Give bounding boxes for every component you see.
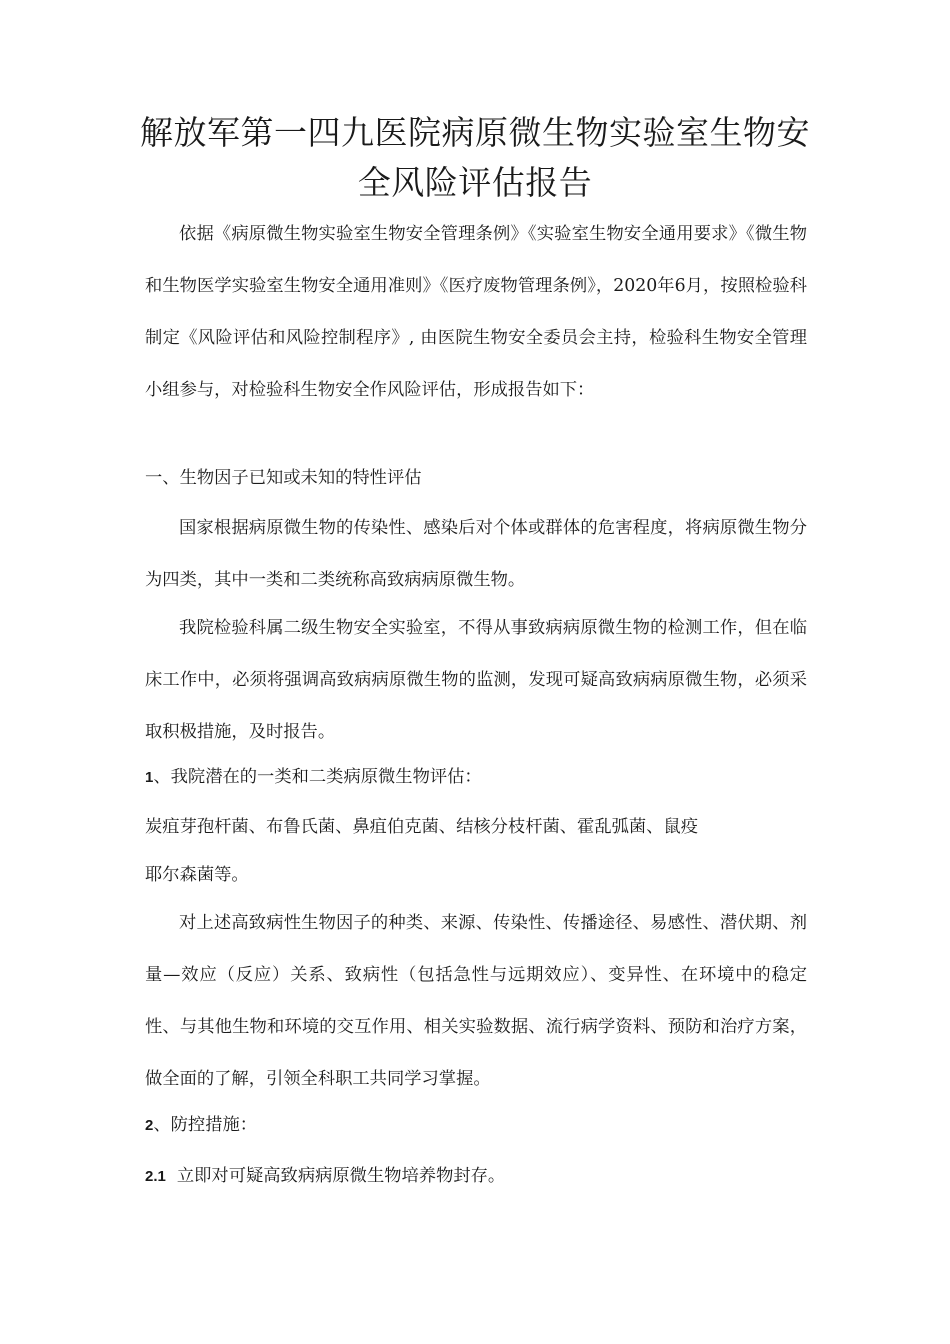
item-2-number: 2 [145, 1117, 154, 1134]
item-2-1 [145, 1161, 807, 1192]
document-title: 解放军第一四九医院病原微生物实验室生物安全风险评估报告 [140, 113, 810, 202]
item-2-heading-text: 、防控措施： [153, 1115, 258, 1135]
item-1-heading-text: 、我院潜在的一类和二类病原微生物评估： [153, 767, 482, 787]
item-2-heading [145, 1110, 807, 1141]
section-heading-1: 一、生物因子已知或未知的特性评估 [145, 468, 422, 488]
pathogen-list-line-1: 炭疽芽孢杆菌、布鲁氏菌、鼻疽伯克菌、结核分枝杆菌、霍乱弧菌、鼠疫 [145, 817, 699, 837]
lab-paragraph: 我院检验科属二级生物安全实验室，不得从事致病病原微生物的检测工作，但在临床工作中，必须将强调高致病病原微生物的监测，发现可疑高致病病原微生物，必须采取积极措施，及时报告。 [145, 618, 807, 742]
item-2-1-text: 立即对可疑高致病病原微生物培养物封存。 [176, 1166, 506, 1186]
factors-paragraph: 对上述高致病性生物因子的种类、来源、传染性、传播途径、易感性、潜伏期、剂量—效应（反应）关系、致病性（包括急性与远期效应）、变异性、在环境中的稳定性、与其他生物和环境的交互作用、相关实验数据、流行病学资料、预防和治疗方案，做全面的了解，引领全科职工共同学习掌握。 [145, 913, 807, 1089]
item-1-heading [145, 762, 807, 793]
classification-paragraph: 国家根据病原微生物的传染性、感染后对个体或群体的危害程度，将病原微生物分为四类，其中一类和二类统称高致病病原微生物。 [145, 518, 807, 590]
intro-paragraph: 依据《病原微生物实验室生物安全管理条例》《实验室生物安全通用要求》《微生物和生物医学实验室生物安全通用准则》《医疗废物管理条例》，2020年6月，按照检验科制定《风险评估和风险控制程序》, 由医院生物安全委员会主持，检验科生物安全管理小组参与，对检验科生物安全作风险评估，形成报告如下： [145, 224, 807, 400]
pathogen-list-line-2: 耶尔森菌等。 [145, 865, 249, 885]
item-1-number: 1 [145, 769, 154, 786]
item-2-1-number: 2.1 [145, 1168, 166, 1185]
